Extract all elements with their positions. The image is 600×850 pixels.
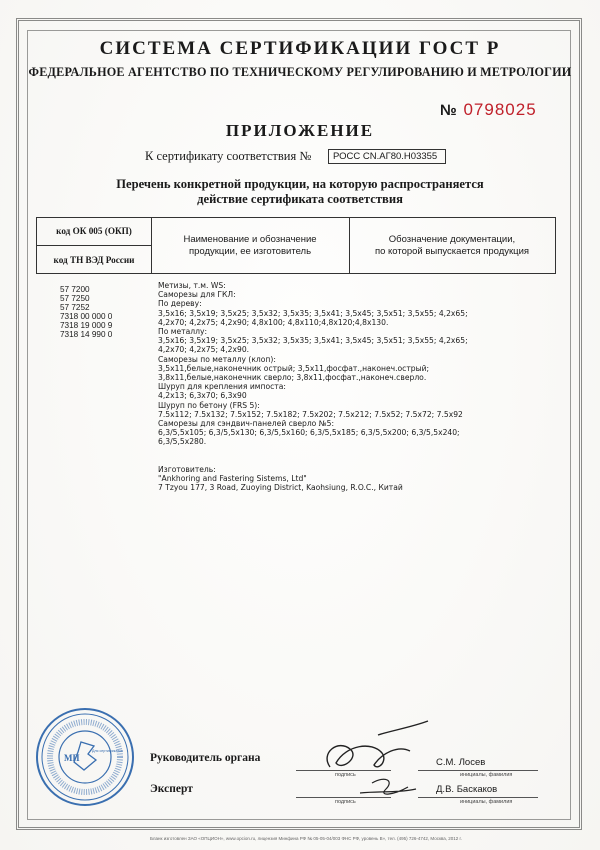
okp-label: код ОК 005 (ОКП) <box>56 226 132 236</box>
certification-stamp <box>34 706 136 808</box>
product-line: 4,2x13; 6,3x70; 6,3x90 <box>158 391 247 401</box>
product-list <box>158 281 568 492</box>
product-line: По металлу: <box>158 327 208 337</box>
product-line: 4,2x70; 4,2x75; 4,2x90. <box>158 345 250 355</box>
product-line: 3,5x16; 3,5x19; 3,5x25; 3,5x32; 3,5x35; 3,5x41; 3,5x45; 3,5x51; 3,5x55; 4,2x65; <box>158 308 468 318</box>
expert-name: Д.В. Баскаков <box>436 784 498 795</box>
code-item: 57 7200 <box>60 285 90 294</box>
docs-header-line-1: Обозначение документации, <box>388 234 516 245</box>
expert-initials-caption: инициалы, фамилия <box>460 799 513 805</box>
serial-value: 0798025 <box>463 100 537 119</box>
footer-print-info: Бланк изготовлен ЗАО «ОПЦИОН», www.opcion.ru, лицензия Минфина РФ № 05-05-04/003 ФНС РФ, уровень В», тел. (495) 726-4742, Москва, 2012 г. <box>150 836 462 841</box>
product-line: Саморезы для сэндвич-панелей сверло №5: <box>158 419 335 429</box>
system-title: СИСТЕМА СЕРТИФИКАЦИИ ГОСТ Р <box>99 38 501 59</box>
code-item: 57 7250 <box>60 293 90 303</box>
product-codes <box>60 286 112 339</box>
product-line: 3,8x11,белые,наконечник сверло; 3,8x11,фосфат.,наконеч.сверло. <box>158 373 427 383</box>
serial-number <box>440 100 537 120</box>
manufacturer-address: 7 Tzyou 177, 3 Road, Zuoying District, Kaohsiung, R.O.C., Китай <box>158 483 403 493</box>
row-divider <box>37 245 151 246</box>
product-line: Саморезы для ГКЛ: <box>158 290 236 300</box>
appendix-title: ПРИЛОЖЕНИЕ <box>225 121 375 140</box>
stamp-label: Для сертификатов <box>92 749 123 753</box>
certificate-number: РОСС CN.АГ80.Н03355 <box>328 149 446 164</box>
head-signature-stroke <box>327 721 428 767</box>
spacer <box>158 456 568 465</box>
stamp-text-ring <box>50 722 120 792</box>
intro-line-1: Перечень конкретной продукции, на которую распространяется <box>116 177 484 191</box>
code-item: 7318 00 000 0 <box>60 311 113 321</box>
code-item: 57 7252 <box>60 302 90 312</box>
code-item: 7318 14 990 0 <box>60 329 113 339</box>
product-line: Шуруп по бетону (FRS 5): <box>158 400 260 410</box>
manufacturer-name: "Ankhoring and Fastering Sistems, Ltd" <box>158 473 307 483</box>
expert-role: Эксперт <box>150 783 193 795</box>
docs-header-line-2: по которой выпускается продукция <box>374 246 530 257</box>
product-line: По дереву: <box>158 299 202 309</box>
product-line: 3,5x11,белые,наконечник острый; 3,5x11,фосфат.,наконеч.острый; <box>158 363 430 373</box>
code-item: 7318 19 000 9 <box>60 320 113 330</box>
docs-column-header <box>349 234 555 258</box>
product-line: 3,5x16; 3,5x19; 3,5x25; 3,5x32; 3,5x35; 3,5x41; 3,5x45; 3,5x51; 3,5x55; 4,2x65; <box>158 336 468 346</box>
stamp-center-text: МП <box>64 753 80 763</box>
product-line: 6,3/5,5x280. <box>158 437 207 447</box>
product-line: 6,3/5,5x105; 6,3/5,5x130; 6,3/5,5x160; 6,3/5,5x185; 6,3/5,5x200; 6,3/5,5x240; <box>158 428 460 438</box>
spacer <box>158 447 568 456</box>
head-role: Руководитель органа <box>150 752 261 764</box>
certificate-label: К сертификату соответствия № <box>145 149 312 163</box>
manufacturer-label: Изготовитель: <box>158 464 216 474</box>
product-line: Метизы, т.м. WS: <box>158 281 226 290</box>
handwritten-signature <box>290 705 440 805</box>
head-sign-caption: подпись <box>335 772 356 778</box>
tnved-label: код ТН ВЭД России <box>53 255 135 265</box>
table-header <box>36 217 556 274</box>
expert-sign-caption: подпись <box>335 799 356 805</box>
product-line: 4,2x70; 4,2x75; 4,2x90; 4,8x100; 4,8x110;4,8x120;4,8x130. <box>158 317 389 327</box>
intro-text <box>0 177 600 207</box>
serial-prefix: № <box>440 102 457 119</box>
stamp-ring <box>42 714 128 800</box>
product-line: Саморезы по металлу (клоп): <box>158 354 276 364</box>
name-header-line-1: Наименование и обозначение <box>183 234 317 245</box>
name-column-header <box>151 234 349 258</box>
product-line: Шуруп для крепления импоста: <box>158 382 286 392</box>
intro-line-2: действие сертификата соответствия <box>197 192 403 206</box>
head-initials-caption: инициалы, фамилия <box>460 772 513 778</box>
agency-title: ФЕДЕРАЛЬНОЕ АГЕНТСТВО ПО ТЕХНИЧЕСКОМУ РЕГУЛИРОВАНИЮ И МЕТРОЛОГИИ <box>28 65 572 79</box>
name-header-line-2: продукции, ее изготовитель <box>188 246 312 257</box>
head-name: С.М. Лосев <box>436 757 486 768</box>
product-line: 7.5x112; 7.5x132; 7.5x152; 7.5x182; 7.5x202; 7.5x212; 7.5x52; 7.5x72; 7.5x92 <box>158 409 463 419</box>
expert-signature-stroke <box>360 779 416 794</box>
